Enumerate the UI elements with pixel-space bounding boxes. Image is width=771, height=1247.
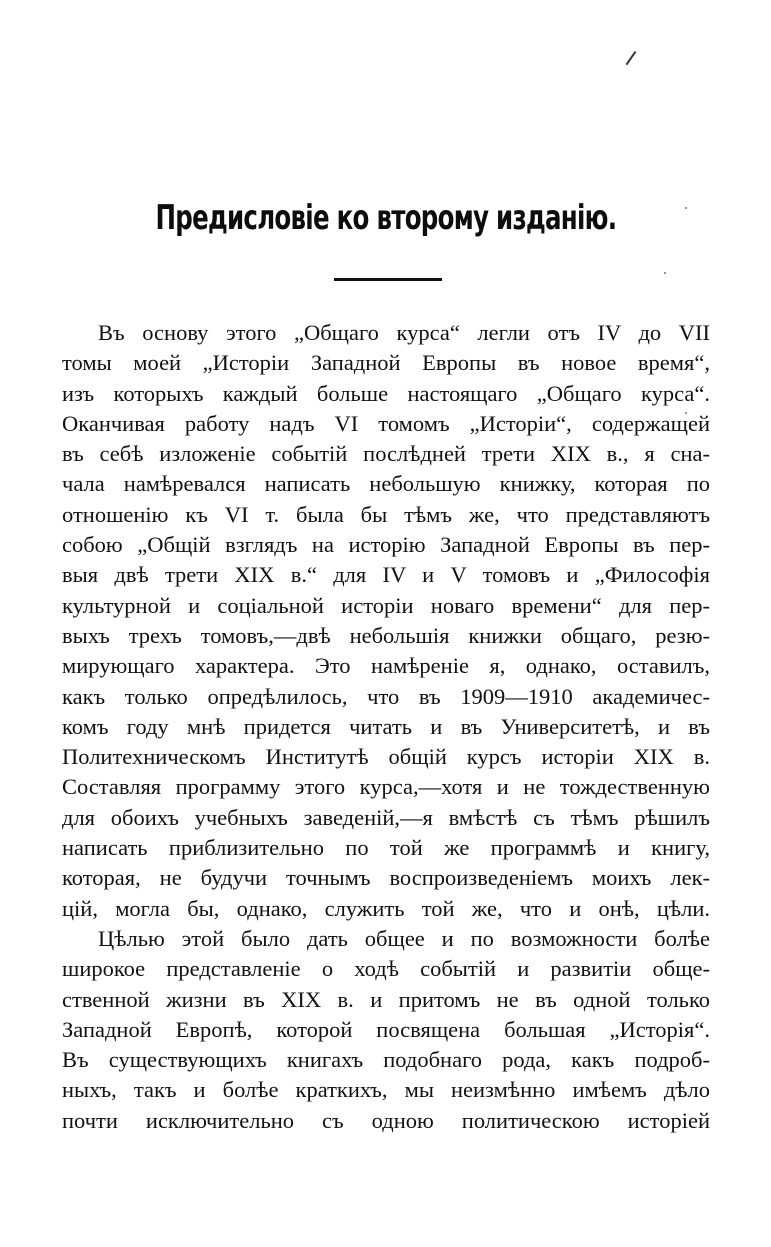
text-line: собою „Общій взглядъ на исторію Западной Европы въ пер- [62,532,710,558]
text-line: Въ основу этого „Общаго курса“ легли отъ IV до VII [98,320,710,345]
text-line: въ себѣ изложеніе событій послѣдней трети XIX в., я сна- [62,441,710,467]
text-line: Въ существующихъ книгахъ подобнаго рода, какъ подроб- [62,1047,710,1073]
body-text [62,318,710,1136]
text-line: широкое представленіе о ходѣ событій и развитіи обще- [62,956,710,982]
page-heading: Предисловіе ко второму изданію. [155,198,617,238]
text-line: для обоихъ учебныхъ заведеній,—я вмѣстѣ съ тѣмъ рѣшилъ [62,804,710,830]
heading-rule [334,278,442,281]
text-line: которая, не будучи точнымъ воспроизведеніемъ моихъ лек- [62,865,710,891]
paragraph-1 [62,318,710,924]
text-line: мирующаго характера. Это намѣреніе я, однако, оставилъ, [62,653,710,679]
text-line: комъ году мнѣ придется читать и въ Университетѣ, и въ [62,713,710,739]
text-line: выхъ трехъ томовъ,—двѣ небольшія книжки общаго, резю- [62,622,710,648]
text-line: изъ которыхъ каждый больше настоящаго „Общаго курса“. [62,380,710,406]
text-line: цій, могла бы, однако, служить той же, что и онѣ, цѣли. [62,895,710,921]
text-line: чала намѣревался написать небольшую книжку, которая по [62,471,710,497]
text-line: культурной и соціальной исторіи новаго времени“ для пер- [62,592,710,618]
speck [685,207,687,209]
paragraph-2 [62,924,710,1136]
text-line: Составляя программу этого курса,—хотя и не тождественную [62,774,710,800]
text-line: почти исключительно съ одною политическою исторіей [62,1107,710,1133]
text-line: Оканчивая работу надъ VI томомъ „Исторіи“, содержащей [62,410,710,436]
text-line: Западной Европѣ, которой посвящена большая „Исторія“. [62,1016,710,1042]
text-line: томы моей „Исторіи Западной Европы въ новое время“, [62,350,710,376]
text-line: какъ только опредѣлилось, что въ 1909—1910 академичес- [62,683,710,709]
pencil-mark [626,51,636,65]
text-line: ныхъ, такъ и болѣе краткихъ, мы неизмѣнно имѣемъ дѣло [62,1077,710,1103]
text-line: ственной жизни въ XIX в. и притомъ не въ одной только [62,986,710,1012]
text-line: Политехническомъ Институтѣ общій курсъ исторіи XIX в. [62,744,710,770]
text-line: отношенію къ VI т. была бы тѣмъ же, что представляютъ [62,501,710,527]
text-line: Цѣлью этой было дать общее и по возможности болѣе [98,925,710,951]
text-line: написать приблизительно по той же программѣ и книгу, [62,835,710,861]
speck [664,272,666,274]
text-line: выя двѣ трети XIX в.“ для IV и V томовъ и „Философія [62,562,710,588]
